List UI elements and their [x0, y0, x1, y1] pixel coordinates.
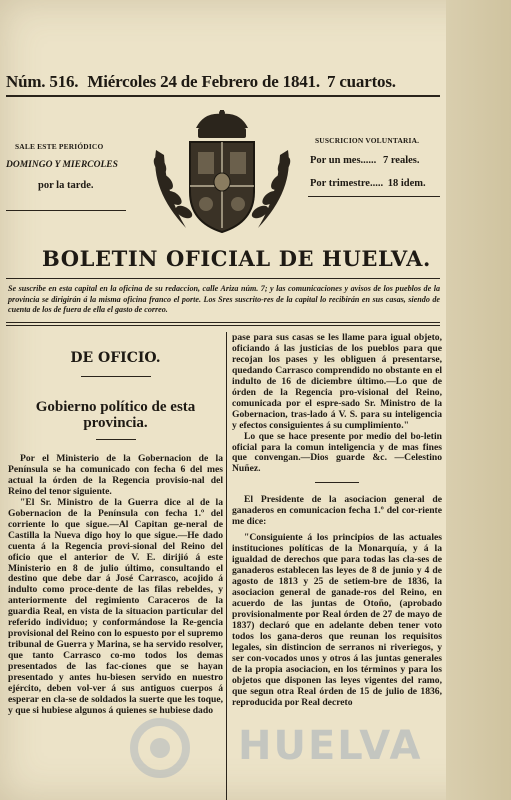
monthly-price-row — [310, 155, 419, 166]
column-divider — [226, 332, 227, 800]
subscription-notice: Se suscribe en esta capital en la oficina de su redaccion, calle Ariza núm. 7; y las comunicaciones y avisos de los pueblos de la provincia se dirigirán á la misma oficina franco el porte. Los Sres suscrito-res de la capital lo recibirán en sus casas, siendo de cuenta de los de fuera de ella el gasto de correo. — [8, 284, 440, 315]
section-rule — [81, 376, 151, 377]
article-heading: Gobierno político de esta provincia. — [35, 399, 196, 431]
article-paragraph: Por el Ministerio de la Gobernacion de la Península se ha comunicado con fecha 6 del mes actual la órden de la Regencia provisio-nal del Reino del tenor siguiente. — [8, 453, 223, 497]
quarterly-label: Por trimestre..... — [310, 178, 384, 189]
newspaper-title: BOLETIN OFICIAL DE HUELVA. — [42, 246, 431, 271]
issue-date: Miércoles 24 de Febrero de 1841. — [87, 72, 320, 91]
article-paragraph: "El Sr. Ministro de la Guerra dice al de la Gobernacion de la Península con fecha 1.º del corriente lo que sigue.—Al Capitan ge-neral de Castilla la Nueva digo hoy lo que sigue.—He dado cuenta á la Regencia provi-sional del Reino del oficio que el anterior de V. E. dirijió á este Ministerio en 8 de julio último, consultando el destino que debe dar á José Carrasco, acojido á indulto como proce-dente de las filas rebeldes, y anteriormente del regimiento Caraceros de la guardia Real, en vista de la situacion particular del referido individuo; y conformándose la Re-gencia provisional del Reino con lo espuesto por el supremo tribunal de Guerra y Marina, se ha servido resolver, que tanto Carrasco co-mo todos los demas presentados de las fac-ciones que se hayan presentado y antes hu-biesen servido en nuestro ejército, deben vol-ver á sus antiguos cuerpos á esperar en cla-se de soldados la suerte que les toque, y que si hubiese algunos á quienes se hubiese dado — [8, 496, 223, 716]
article-separator — [315, 482, 359, 483]
notice-rule-bottom — [6, 325, 440, 326]
monthly-label: Por un mes...... — [310, 155, 377, 166]
coat-of-arms-icon — [146, 110, 298, 240]
article-paragraph: Lo que se hace presente por medio del bo-letin oficial para la comun inteligencia y de mas fines que convengan.—Dios guarde &c. —Celestino Nuñez. — [232, 430, 442, 475]
publication-days: DOMINGO Y MIERCOLES — [6, 160, 118, 170]
right-column — [232, 333, 442, 709]
article-paragraph: "Consiguiente á los principios de las actuales instituciones políticas de la Monarquía, y á la igualdad de derechos que para todas las cla-ses de ganaderos establecen las leyes de 8 de junio y 4 de agosto de 1813 y 25 de setiem-bre de 1836, la asociacion general de ganade-ros del Reino, en acuerdo de las juntas de Otoño, (aprobado provisionalmente por Real órden de 27 de mayo de 1837) declaró que en adelante deben tener voto todos los gana-deros que reunan los requisitos legales, sin distincion de serranos ni riveriegos, y ser con-vocados unos y otros á las juntas generales de la propia asociacion, en los términos y para los objetos que disponen las leyes vigentes del ramo, que segun otra Real órden de 15 de julio de 1836, reproducida por Real decreto — [232, 532, 442, 708]
section-heading: DE OFICIO. — [70, 350, 161, 366]
subscription-label: SUSCRICION VOLUNTARIA. — [315, 136, 420, 145]
article-paragraph: pase para sus casas se les llame para igual objeto, oficiando á las justicias de los pueblos para que recojan los pases y les obliguen á presentarse, quedando Carrasco comprendido no obstante en el indulto de 16 de diciembre último.—Lo que de órden de la Regencia pro-visional del Reino, comunicada por el espre-sado Sr. Ministro de la Gobernacion, tras-lado á V. S. para su inteligencia y efectos consiguientes á su cumplimiento." — [232, 332, 442, 431]
notice-rule-top — [6, 322, 440, 323]
quarterly-price-row — [310, 178, 426, 189]
article-paragraph: El Presidente de la asociacion general de ganaderos en comunicacion fecha 1.º del cor-riente me dice: — [232, 494, 442, 528]
monthly-price: 7 reales. — [382, 155, 420, 166]
publication-time: por la tarde. — [38, 180, 94, 191]
page-margin — [446, 0, 511, 800]
publication-days-label: SALE ESTE PERIÓDICO — [15, 142, 104, 151]
masthead-rule — [6, 95, 440, 97]
quarterly-price: 18 idem. — [387, 178, 426, 189]
issue-number: Núm. 516. — [6, 72, 79, 91]
masthead — [6, 72, 446, 94]
left-column — [8, 340, 223, 717]
left-box-rule — [6, 210, 126, 211]
issue-price: 7 cuartos. — [326, 72, 396, 91]
title-rule — [6, 278, 440, 279]
right-box-rule — [308, 196, 440, 197]
heading-rule — [96, 439, 136, 440]
watermark-text: HUELVA — [238, 723, 423, 769]
